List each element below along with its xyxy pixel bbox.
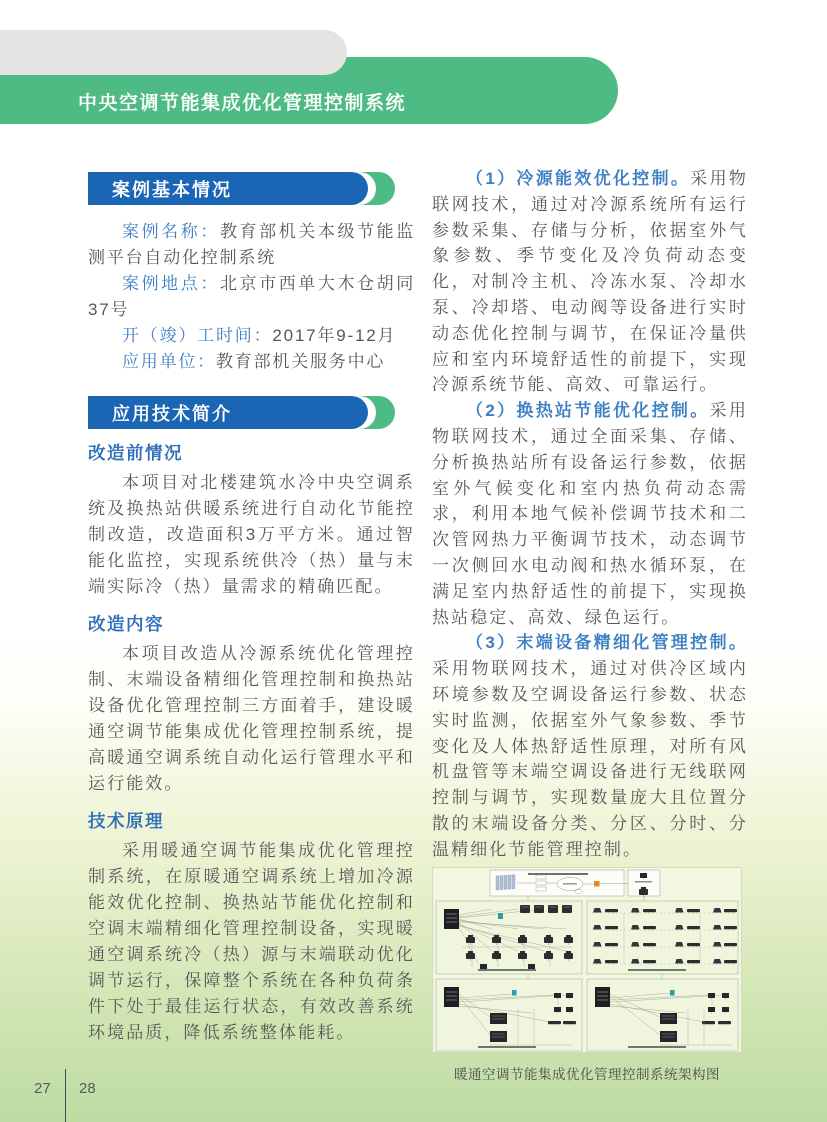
paragraph-tech-principle: 采用暖通空调节能集成优化管理控制系统，在原暖通空调系统上增加冷源能效优化控制、换热站节能优化控制和空调末端精细化管理控制设备，实现暖通空调系统冷（热）源与末端联动优化调节运行，保障整个系统在各种负荷条件下处于最佳运行状态，有效改善系统环境品质，降低系统整体能耗。 xyxy=(88,841,415,1042)
field-label: 应用单位： xyxy=(122,352,216,371)
page-number-left: 27 xyxy=(34,1080,51,1097)
section-title: 案例基本情况 xyxy=(112,179,232,200)
field-label: 案例名称： xyxy=(122,222,220,241)
paragraph-lead: （2）换热站节能优化控制。 xyxy=(466,401,710,421)
field-value: 北京市西单大木仓胡同37号 xyxy=(88,274,416,319)
figure-caption: 暖通空调节能集成优化管理控制系统架构图 xyxy=(454,1066,720,1082)
section-header-case-info xyxy=(88,172,395,205)
tech-paragraph-1 xyxy=(432,166,748,398)
paragraph-before-retrofit: 本项目对北楼建筑水冷中央空调系统及换热站供暖系统进行自动化节能控制改造，改造面积3万平方米。通过智能化监控，实现系统供冷（热）量与末端实际冷（热）量需求的精确匹配。 xyxy=(88,473,415,596)
left-column xyxy=(88,172,415,1052)
field-label: 开（竣）工时间： xyxy=(122,326,273,345)
field-value: 教育部机关本级节能监测平台自动化控制系统 xyxy=(88,222,416,267)
paragraph-lead: （3）末端设备精细化管理控制。 xyxy=(466,633,748,653)
section-header-tech-intro xyxy=(88,396,395,429)
case-info-fields xyxy=(88,219,415,375)
paragraph-lead: （1）冷源能效优化控制。 xyxy=(466,169,691,188)
page-number-right: 28 xyxy=(79,1080,96,1097)
section-title: 应用技术简介 xyxy=(112,403,232,424)
subheading-tech-principle: 技术原理 xyxy=(88,811,164,831)
section-bar-blue-pill xyxy=(88,396,368,429)
paragraph-body: 采用物联网技术，通过全面采集、存储、分析换热站所有设备运行参数，依据室外气候变化和室内热负荷动态需求，利用本地气候补偿调节技术和二次管网热力平衡调节技术，动态调节一次侧回水电动阀和热水循环泵，在满足室内热舒适性的前提下，实现换热站稳定、高效、绿色运行。 xyxy=(432,401,748,627)
architecture-diagram-figure xyxy=(432,867,742,1058)
case-field-name xyxy=(88,219,415,271)
field-value: 2017年9-12月 xyxy=(272,326,397,345)
paragraph-body: 采用物联网技术，通过对供冷区域内环境参数及空调设备运行参数、状态实时监测，依据室外气象参数、季节变化及人体热舒适性原理，对所有风机盘管等末端空调设备进行无线联网控制与调节，实现数量庞大且位置分散的末端设备分类、分区、分时、分温精细化节能管理控制。 xyxy=(432,659,748,859)
field-value: 教育部机关服务中心 xyxy=(216,352,386,371)
field-label: 案例地点： xyxy=(122,274,220,293)
header-gray-ribbon xyxy=(0,30,347,75)
right-column xyxy=(432,166,748,1083)
paragraph-body: 采用物联网技术，通过对冷源系统所有运行参数采集、存储与分析，依据室外气象参数、季节变化及冷负荷动态变化，对制冷主机、冷冻水泵、冷却水泵、冷却塔、电动阀等设备进行实时动态优化控制与调节，在保证冷量供应和室内环境舒适性的前提下，实现冷源系统节能、高效、可靠运行。 xyxy=(432,169,748,395)
case-field-location xyxy=(88,271,415,323)
subheading-before-retrofit: 改造前情况 xyxy=(88,443,183,463)
paragraph-retrofit-content: 本项目改造从冷源系统优化管理控制、末端设备精细化管理控制和换热站设备优化管理控制三方面着手，建设暖通空调节能集成优化管理控制系统，提高暖通空调系统自动化运行管理水平和运行能效。 xyxy=(88,644,415,793)
tech-paragraph-2 xyxy=(432,398,748,630)
subheading-retrofit-content: 改造内容 xyxy=(88,614,164,634)
page-title: 中央空调节能集成优化管理控制系统 xyxy=(78,93,407,114)
case-field-dates xyxy=(88,323,415,349)
tech-paragraph-3 xyxy=(432,630,748,862)
page-number-divider xyxy=(65,1069,66,1122)
architecture-diagram xyxy=(432,867,742,1053)
case-field-unit xyxy=(88,349,415,375)
section-bar-blue-pill xyxy=(88,172,368,205)
